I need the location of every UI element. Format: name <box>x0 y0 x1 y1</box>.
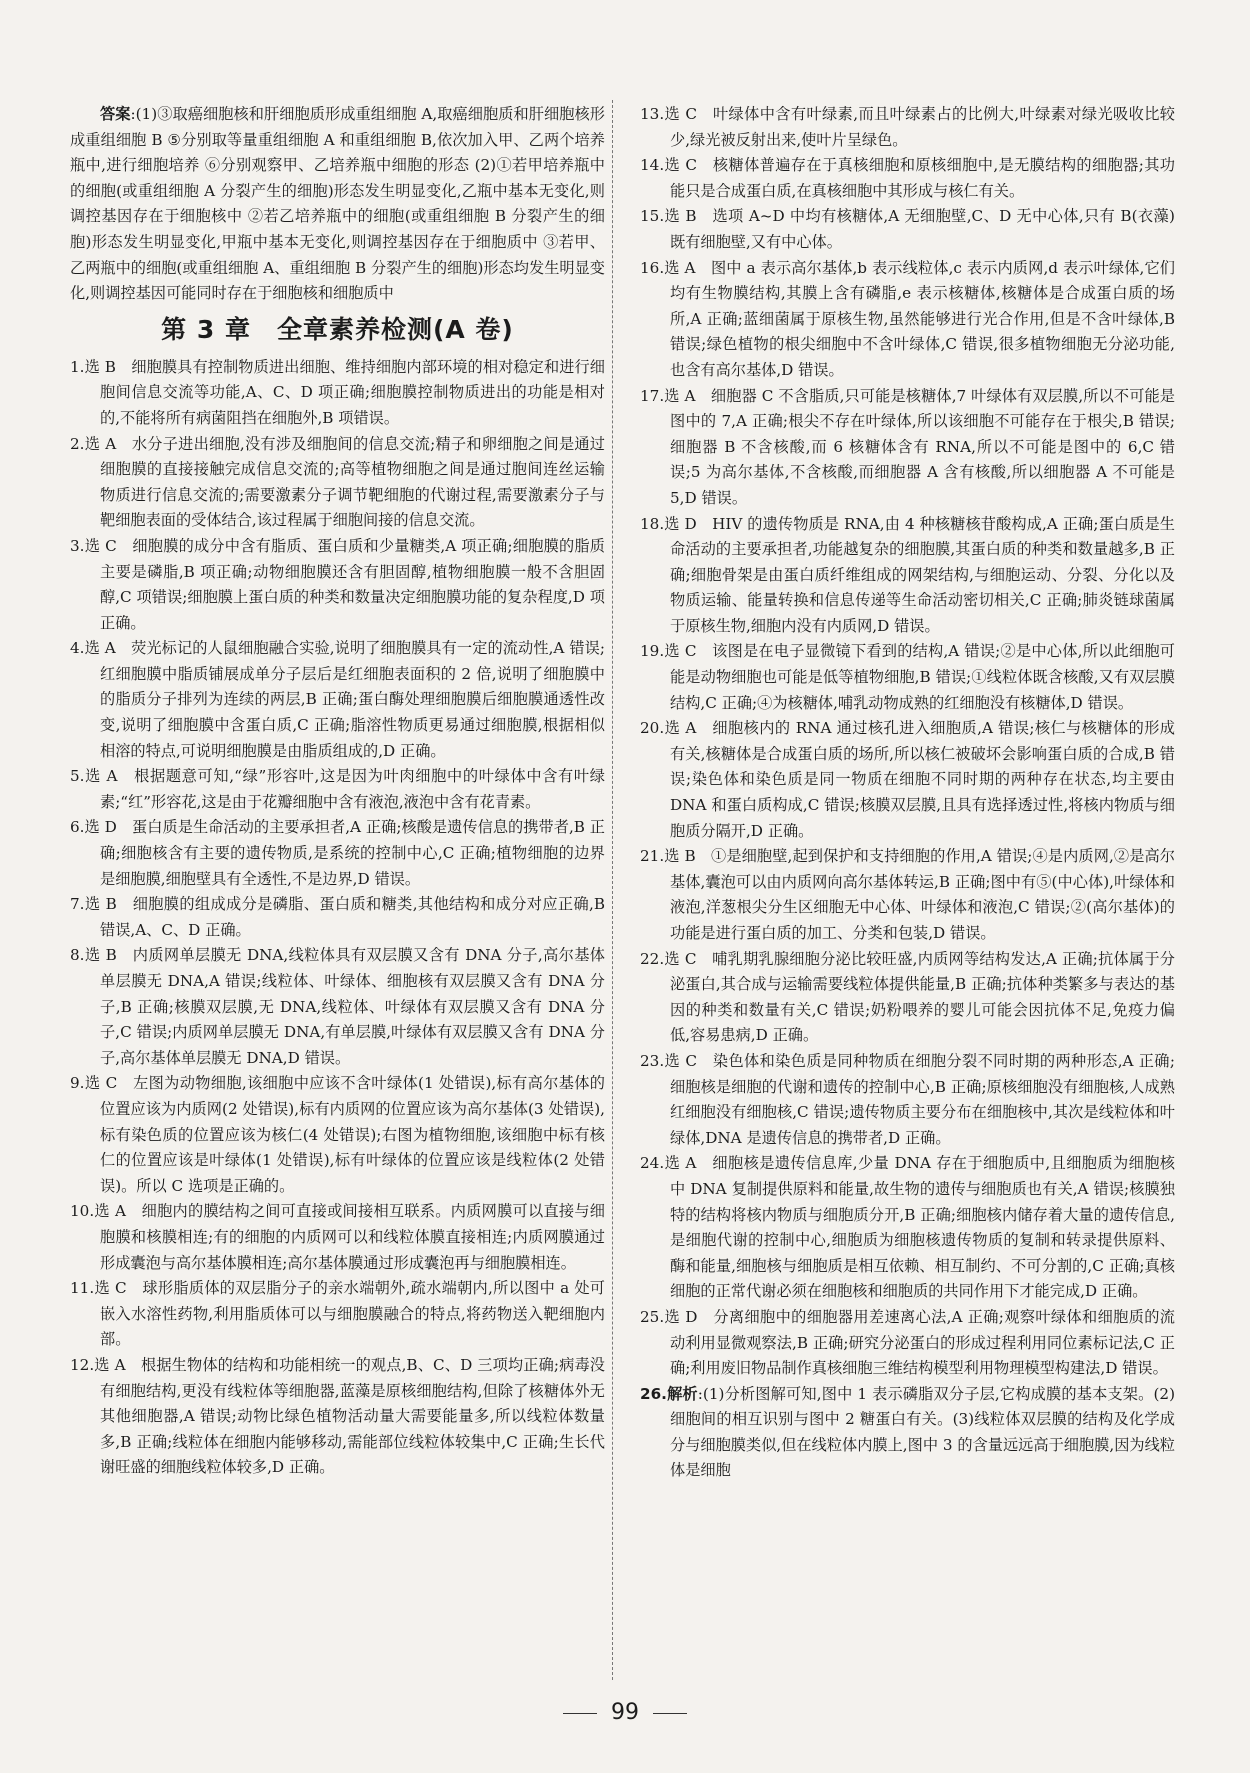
answer-item-17: 17.选 A 细胞器 C 不含脂质,只可能是核糖体,7 叶绿体有双层膜,所以不可能是图中的 7,A 正确;根尖不存在叶绿体,所以该细胞不可能存在于根尖,B 错误;细胞器 B 不含核酸,而 6 核糖体含有 RNA,所以不可能是图中的 6,C 错误;5 为高尔基体,不含核酸,而细胞器 A 含有核酸,所以细胞器 A 不可能是 5,D 错误。 <box>640 386 1175 507</box>
answer-item-4: 4.选 A 荧光标记的人鼠细胞融合实验,说明了细胞膜具有一定的流动性,A 错误;红细胞膜中脂质铺展成单分子层后是红细胞表面积的 2 倍,说明了细胞膜中的脂质分子排列为连续的两层,B 正确;蛋白酶处理细胞膜后细胞膜通透性改变,说明了细胞膜中含蛋白质,C 正确;脂溶性物质更易通过细胞膜,根据相似相溶的特点,可说明细胞膜是由脂质组成的,D 正确。 <box>70 639 605 760</box>
left-column <box>70 102 605 1481</box>
answer-item-21: 21.选 B ①是细胞壁,起到保护和支持细胞的作用,A 错误;④是内质网,②是高尔基体,囊泡可以由内质网向高尔基体转运,B 正确;图中有⑤(中心体),叶绿体和液泡,洋葱根尖分生区细胞无中心体、叶绿体和液泡,C 错误;②(高尔基体)的功能是进行蛋白质的加工、分类和包装,D 错误。 <box>640 847 1175 942</box>
answer-label: 答案 <box>100 105 131 123</box>
answer-item-3: 3.选 C 细胞膜的成分中含有脂质、蛋白质和少量糖类,A 项正确;细胞膜的脂质主要是磷脂,B 项正确;动物细胞膜还含有胆固醇,植物细胞膜一般不含胆固醇,C 项错误;细胞膜上蛋白质的种类和数量决定细胞膜功能的复杂程度,D 项正确。 <box>70 536 605 632</box>
column-divider <box>612 100 613 1680</box>
answer-item-19: 19.选 C 该图是在电子显微镜下看到的结构,A 错误;②是中心体,所以此细胞可能是动物细胞也可能是低等植物细胞,B 错误;①线粒体既含核酸,又有双层膜结构,C 正确;④为核糖体,哺乳动物成熟的红细胞没有核糖体,D 错误。 <box>640 642 1175 712</box>
chapter-title: 第 3 章 全章素养检测(A 卷) <box>161 314 514 344</box>
answer-item-8: 8.选 B 内质网单层膜无 DNA,线粒体具有双层膜又含有 DNA 分子,高尔基体单层膜无 DNA,A 错误;线粒体、叶绿体、细胞核有双层膜又含有 DNA 分子,B 正确;核膜双层膜,无 DNA,线粒体、叶绿体有双层膜又含有 DNA 分子,C 错误;内质网单层膜无 DNA,有单层膜,叶绿体有双层膜又含有 DNA 分子,高尔基体单层膜无 DNA,D 错误。 <box>70 946 605 1067</box>
answer-item-15: 15.选 B 选项 A~D 中均有核糖体,A 无细胞壁,C、D 无中心体,只有 B(衣藻)既有细胞壁,又有中心体。 <box>640 207 1175 251</box>
answer-item-26 <box>640 1382 1175 1484</box>
item26-label: 26.解析 <box>640 1384 698 1403</box>
answer-item-16: 16.选 A 图中 a 表示高尔基体,b 表示线粒体,c 表示内质网,d 表示叶绿体,它们均有生物膜结构,其膜上含有磷脂,e 表示核糖体,核糖体是合成蛋白质的场所,A 正确;蓝细菌属于原核生物,虽然能够进行光合作用,但是不含叶绿体,B 错误;绿色植物的根尖细胞中不含叶绿体,C 错误,很多植物细胞无分泌功能,也含有高尔基体,D 错误。 <box>640 258 1175 379</box>
answer-item-18: 18.选 D HIV 的遗传物质是 RNA,由 4 种核糖核苷酸构成,A 正确;蛋白质是生命活动的主要承担者,功能越复杂的细胞膜,其蛋白质的种类和数量越多,B 正确;细胞骨架是由蛋白质纤维组成的网架结构,与细胞运动、分裂、分化以及物质运输、能量转换和信息传递等生命活动密切相关,C 正确;肺炎链球菌属于原核生物,细胞内没有内质网,D 错误。 <box>640 514 1175 635</box>
answer-item-20: 20.选 A 细胞核内的 RNA 通过核孔进入细胞质,A 错误;核仁与核糖体的形成有关,核糖体是合成蛋白质的场所,所以核仁被破坏会影响蛋白质的合成,B 错误;染色体和染色质是同一物质在细胞不同时期的两种存在状态,均主要由 DNA 和蛋白质构成,C 错误;核膜双层膜,且具有选择透过性,将核内物质与细胞质分隔开,D 正确。 <box>640 719 1175 840</box>
answer-item-24: 24.选 A 细胞核是遗传信息库,少量 DNA 存在于细胞质中,且细胞质为细胞核中 DNA 复制提供原料和能量,故生物的遗传与细胞质也有关,A 错误;核膜独特的结构将核内物质与细胞质分开,B 正确;细胞核内储存着大量的遗传信息,是细胞代谢的控制中心,细胞质为细胞核遗传物质的复制和转录提供原料、酶和能量,细胞核与细胞质是相互依赖、相互制约、不可分割的,C 正确;真核细胞的正常代谢必须在细胞核和细胞质的共同作用下才能完成,D 正确。 <box>640 1154 1175 1301</box>
answer-text: :(1)③取癌细胞核和肝细胞质形成重组细胞 A,取癌细胞质和肝细胞核形成重组细胞 B ⑤分别取等量重组细胞 A 和重组细胞 B,依次加入甲、乙两个培养瓶中,进行细胞培养 ⑥分别观察甲、乙培养瓶中细胞的形态 (2)①若甲培养瓶中的细胞(或重组细胞 A 分裂产生的细胞)形态发生明显变化,乙瓶中基本无变化,则调控基因存在于细胞核中 ②若乙培养瓶中的细胞(或重组细胞 B 分裂产生的细胞)形态发生明显变化,甲瓶中基本无变化,则调控基因存在于细胞质中 ③若甲、乙两瓶中的细胞(或重组细胞 A、重组细胞 B 分裂产生的细胞)形态均发生明显变化,则调控基因可能同时存在于细胞核和细胞质中 <box>70 105 605 303</box>
answer-item-12: 12.选 A 根据生物体的结构和功能相统一的观点,B、C、D 三项均正确;病毒没有细胞结构,更没有线粒体等细胞器,蓝藻是原核细胞结构,但除了核糖体外无其他细胞器,A 错误;动物比绿色植物活动量大需要能量多,所以线粒体数量多,B 正确;线粒体在细胞内能够移动,需能部位线粒体较集中,C 正确;生长代谢旺盛的细胞线粒体较多,D 正确。 <box>70 1355 605 1477</box>
answer-item-10: 10.选 A 细胞内的膜结构之间可直接或间接相互联系。内质网膜可以直接与细胞膜和核膜相连;有的细胞的内质网可以和线粒体膜直接相连;内质网膜通过形成囊泡与高尔基体膜相连;高尔基体膜通过形成囊泡再与细胞膜相连。 <box>70 1202 605 1272</box>
item26-text: :(1)分析图解可知,图中 1 表示磷脂双分子层,它构成膜的基本支架。(2)细胞间的相互识别与图中 2 糖蛋白有关。(3)线粒体双层膜的结构及化学成分与细胞膜类似,但在线粒体内膜上,图中 3 的含量远远高于细胞膜,因为线粒体是细胞 <box>670 1384 1176 1480</box>
answer-item-13: 13.选 C 叶绿体中含有叶绿素,而且叶绿素占的比例大,叶绿素对绿光吸收比较少,绿光被反射出来,使叶片呈绿色。 <box>640 105 1175 149</box>
answer-item-1: 1.选 B 细胞膜具有控制物质进出细胞、维持细胞内部环境的相对稳定和进行细胞间信息交流等功能,A、C、D 项正确;细胞膜控制物质进出的功能是相对的,不能将所有病菌阻挡在细胞外,B 项错误。 <box>70 357 605 427</box>
answer-item-11: 11.选 C 球形脂质体的双层脂分子的亲水端朝外,疏水端朝内,所以图中 a 处可嵌入水溶性药物,利用脂质体可以与细胞膜融合的特点,将药物送入靶细胞内部。 <box>70 1279 605 1349</box>
page-number-dash-left <box>563 1713 597 1714</box>
answer-item-6: 6.选 D 蛋白质是生命活动的主要承担者,A 正确;核酸是遗传信息的携带者,B 正确;细胞核含有主要的遗传物质,是系统的控制中心,C 正确;植物细胞的边界是细胞膜,细胞壁具有全透性,不是边界,D 错误。 <box>70 818 605 888</box>
answer-item-9: 9.选 C 左图为动物细胞,该细胞中应该不含叶绿体(1 处错误),标有高尔基体的位置应该为内质网(2 处错误),标有内质网的位置应该为高尔基体(3 处错误),标有染色质的位置应该为核仁(4 处错误);右图为植物细胞,该细胞中标有核仁的位置应该是叶绿体(1 处错误),标有叶绿体的位置应该是线粒体(2 处错误)。所以 C 选项是正确的。 <box>70 1074 605 1195</box>
answer-item-5: 5.选 A 根据题意可知,“绿”形容叶,这是因为叶肉细胞中的叶绿体中含有叶绿素;“红”形容花,这是由于花瓣细胞中含有液泡,液泡中含有花青素。 <box>70 767 605 811</box>
page-number-dash-right <box>653 1713 687 1714</box>
right-column <box>640 102 1175 1484</box>
answer-item-14: 14.选 C 核糖体普遍存在于真核细胞和原核细胞中,是无膜结构的细胞器;其功能只是合成蛋白质,在真核细胞中其形成与核仁有关。 <box>640 156 1175 200</box>
answer-item-25: 25.选 D 分离细胞中的细胞器用差速离心法,A 正确;观察叶绿体和细胞质的流动利用显微观察法,B 正确;研究分泌蛋白的形成过程利用同位素标记法,C 正确;利用废旧物品制作真核细胞三维结构模型利用物理模型构建法,D 错误。 <box>640 1307 1175 1378</box>
answer-item-23: 23.选 C 染色体和染色质是同种物质在细胞分裂不同时期的两种形态,A 正确;细胞核是细胞的代谢和遗传的控制中心,B 正确;原核细胞没有细胞核,人成熟红细胞没有细胞核,C 错误;遗传物质主要分布在细胞核中,其次是线粒体和叶绿体,DNA 是遗传信息的携带者,D 正确。 <box>640 1051 1175 1147</box>
answer-paragraph <box>70 102 605 307</box>
answer-item-22: 22.选 C 哺乳期乳腺细胞分泌比较旺盛,内质网等结构发达,A 正确;抗体属于分泌蛋白,其合成与运输需要线粒体提供能量,B 正确;抗体种类繁多与表达的基因的种类和数量有关,C 错误;奶粉喂养的婴儿可能会因抗体不足,免疫力偏低,容易患病,D 正确。 <box>640 949 1175 1045</box>
page-number-value: 99 <box>611 1700 639 1725</box>
page-number <box>0 1700 1250 1725</box>
answer-item-2: 2.选 A 水分子进出细胞,没有涉及细胞间的信息交流;精子和卵细胞之间是通过细胞膜的直接接触完成信息交流的;高等植物细胞之间是通过胞间连丝运输物质进行信息交流的;需要激素分子调节靶细胞的代谢过程,需要激素分子与靶细胞表面的受体结合,该过程属于细胞间接的信息交流。 <box>70 434 605 530</box>
answer-item-7: 7.选 B 细胞膜的组成成分是磷脂、蛋白质和糖类,其他结构和成分对应正确,B 错误,A、C、D 正确。 <box>70 895 605 939</box>
